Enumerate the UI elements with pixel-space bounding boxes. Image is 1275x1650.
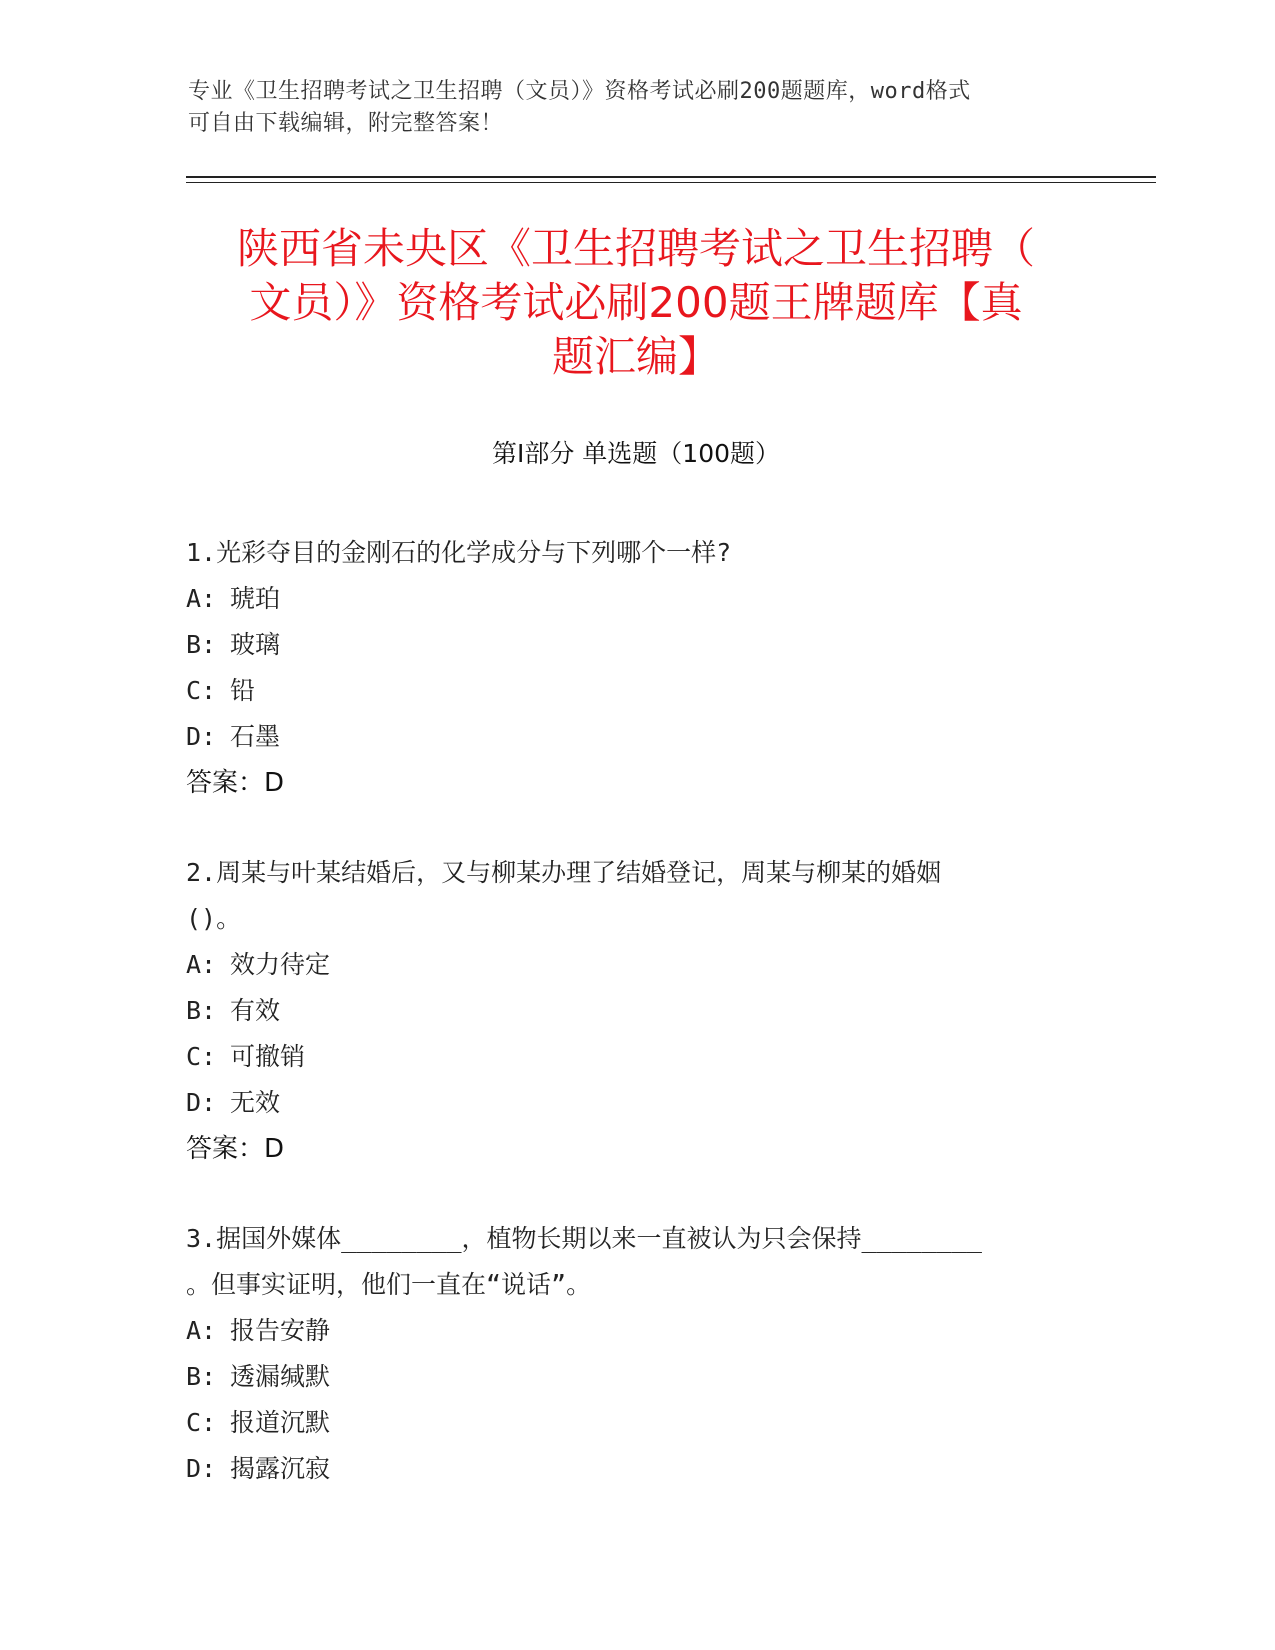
option-key: D: bbox=[186, 1088, 217, 1117]
option-b bbox=[186, 988, 1066, 1034]
option-key: A: bbox=[186, 1316, 217, 1345]
question-2 bbox=[186, 850, 1066, 1172]
title-line-1: 陕西省未央区《卫生招聘考试之卫生招聘（ bbox=[236, 224, 1035, 273]
option-key: B: bbox=[186, 1362, 217, 1391]
option-key: C: bbox=[186, 1042, 217, 1071]
option-key: A: bbox=[186, 950, 217, 979]
option-key: C: bbox=[186, 676, 217, 705]
option-text: 效力待定 bbox=[230, 950, 331, 979]
question-list bbox=[186, 530, 1066, 1536]
option-text: 无效 bbox=[230, 1088, 281, 1117]
title-line-3: 题汇编】 bbox=[551, 332, 720, 381]
option-key: C: bbox=[186, 1408, 217, 1437]
document-title bbox=[186, 222, 1086, 384]
option-c bbox=[186, 1400, 1066, 1446]
document-header-note bbox=[188, 76, 1078, 140]
header-divider-thin bbox=[186, 182, 1156, 183]
option-text: 有效 bbox=[230, 996, 281, 1025]
option-text: 报告安静 bbox=[230, 1316, 331, 1345]
header-divider-thick bbox=[186, 176, 1156, 178]
option-c bbox=[186, 668, 1066, 714]
option-key: D: bbox=[186, 1454, 217, 1483]
option-text: 琥珀 bbox=[230, 584, 281, 613]
title-line-2: 文员）》资格考试必刷200题王牌题库【真 bbox=[249, 278, 1023, 327]
question-stem-continued: 。但事实证明，他们一直在“说话”。 bbox=[186, 1270, 592, 1299]
option-d bbox=[186, 1446, 1066, 1492]
option-key: B: bbox=[186, 630, 217, 659]
option-a bbox=[186, 942, 1066, 988]
question-stem: 1.光彩夺目的金刚石的化学成分与下列哪个一样? bbox=[186, 538, 732, 567]
header-line-2: 可自由下载编辑，附完整答案！ bbox=[188, 111, 504, 136]
option-text: 石墨 bbox=[230, 722, 281, 751]
option-text: 铅 bbox=[230, 676, 256, 705]
option-text: 报道沉默 bbox=[230, 1408, 331, 1437]
option-key: B: bbox=[186, 996, 217, 1025]
question-stem: 2.周某与叶某结婚后，又与柳某办理了结婚登记，周某与柳某的婚姻 bbox=[186, 858, 942, 887]
answer-line: 答案：D bbox=[186, 1134, 285, 1164]
header-line-1: 专业《卫生招聘考试之卫生招聘（文员）》资格考试必刷200题题库，word格式 bbox=[188, 79, 971, 104]
option-a bbox=[186, 1308, 1066, 1354]
option-text: 可撤销 bbox=[230, 1042, 306, 1071]
question-stem-continued: ()。 bbox=[186, 904, 242, 933]
option-a bbox=[186, 576, 1066, 622]
option-c bbox=[186, 1034, 1066, 1080]
question-1 bbox=[186, 530, 1066, 806]
option-text: 揭露沉寂 bbox=[230, 1454, 331, 1483]
option-b bbox=[186, 622, 1066, 668]
question-stem: 3.据国外媒体________，植物长期以来一直被认为只会保持________ bbox=[186, 1224, 982, 1253]
option-key: D: bbox=[186, 722, 217, 751]
option-text: 玻璃 bbox=[230, 630, 281, 659]
option-b bbox=[186, 1354, 1066, 1400]
answer-line: 答案：D bbox=[186, 768, 285, 798]
section-heading: 第I部分 单选题（100题） bbox=[491, 439, 781, 468]
option-d bbox=[186, 714, 1066, 760]
option-d bbox=[186, 1080, 1066, 1126]
option-key: A: bbox=[186, 584, 217, 613]
option-text: 透漏缄默 bbox=[230, 1362, 331, 1391]
question-3 bbox=[186, 1216, 1066, 1492]
